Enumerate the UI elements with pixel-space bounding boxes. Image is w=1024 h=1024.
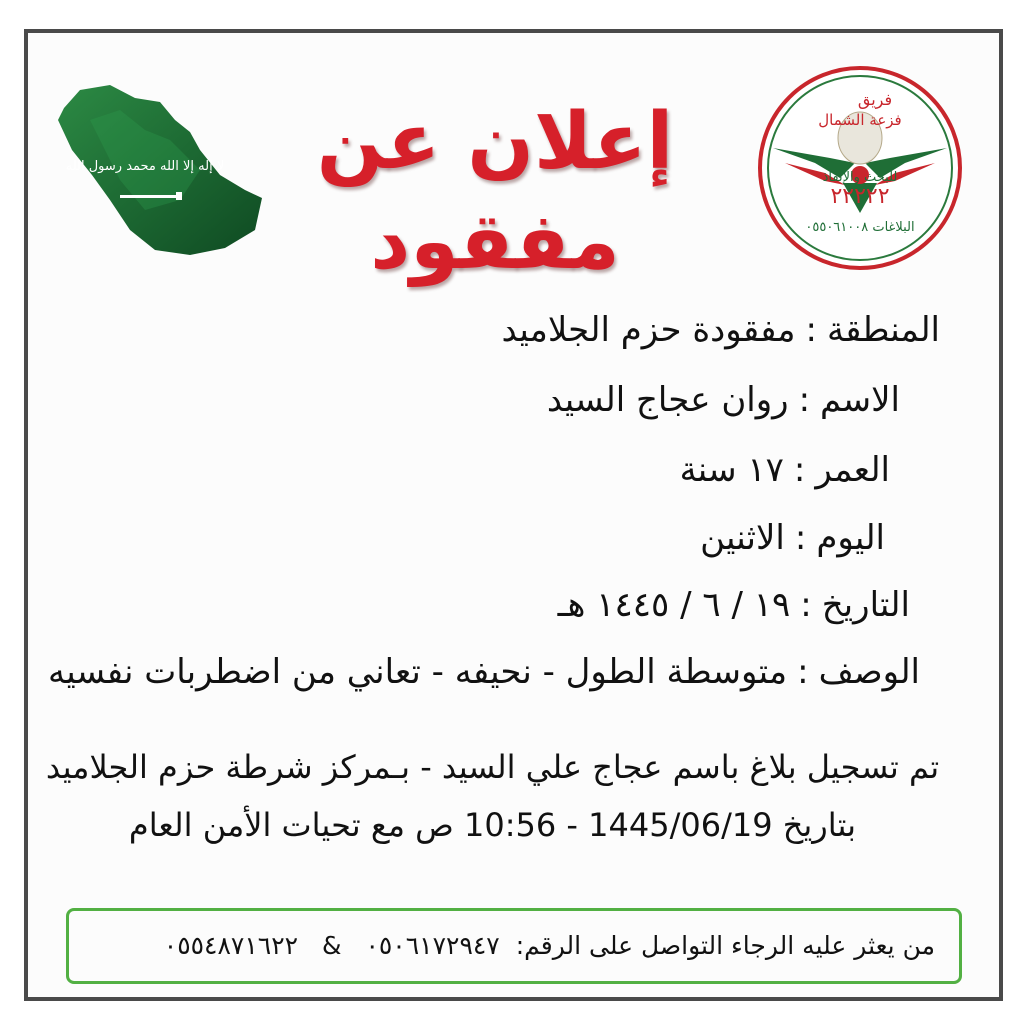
info-row-description <box>48 652 920 692</box>
logo-text-3: للبحث والإنقاذ <box>822 170 898 185</box>
notice-line-2: بتاريخ 1445/06/19 - 10:56 ص مع تحيات الأمن العام <box>128 806 857 844</box>
contact-and: & <box>322 931 342 960</box>
separator: : <box>805 310 817 350</box>
region-value: مفقودة حزم الجلاميد <box>501 310 796 350</box>
day-value: الاثنين <box>700 518 785 558</box>
separator: : <box>793 450 806 490</box>
info-row-name <box>547 380 900 420</box>
logo-text-2: فزعة الشمال <box>818 111 902 129</box>
age-value: ١٧ سنة <box>679 450 784 490</box>
separator: : <box>800 585 812 625</box>
contact-box <box>66 908 962 984</box>
contact-phone-2[interactable]: ٠٥٥٤٨٧١٦٢٢ <box>163 931 299 960</box>
date-label: التاريخ <box>821 585 910 625</box>
info-row-day <box>700 518 885 558</box>
info-row-date <box>558 585 910 625</box>
notice-line-1: تم تسجيل بلاغ باسم عجاج علي السيد - بـمركز شرطة حزم الجلاميد <box>45 748 940 786</box>
day-label: اليوم <box>816 518 885 558</box>
saudi-map-flag <box>50 80 265 260</box>
date-value: ١٩ / ٦ / ١٤٤٥ هـ <box>557 585 791 625</box>
saudi-map-icon <box>50 80 265 260</box>
name-value: روان عجاج السيد <box>546 380 789 420</box>
page-title: إعلان عن مفقود <box>316 97 674 287</box>
desc-label: الوصف <box>818 652 920 692</box>
separator: : <box>797 652 809 692</box>
team-logo <box>755 63 965 273</box>
flag-shahada-text: لا إله إلا الله محمد رسول الله <box>65 159 225 174</box>
info-row-age <box>680 450 890 490</box>
info-row-region <box>502 310 940 350</box>
report-notice <box>40 738 945 854</box>
eagle-emblem-icon <box>755 63 965 273</box>
separator: : <box>794 518 807 558</box>
contact-phone-1[interactable]: ٠٥٠٦١٧٢٩٤٧ <box>365 931 500 960</box>
logo-squiggle: ٢٢٢٢٢ <box>830 184 890 209</box>
region-label: المنطقة <box>826 310 940 350</box>
logo-text-1: فريق <box>857 90 893 109</box>
desc-value: متوسطة الطول - نحيفه - تعاني من اضطربات نفسيه <box>47 652 788 692</box>
contact-text: من يعثر عليه الرجاء التواصل على الرقم: <box>515 931 935 960</box>
name-label: الاسم <box>820 380 900 420</box>
age-label: العمر <box>815 450 890 490</box>
logo-text-4: البلاغات ٠٥٥٠٦١٠٠٨ <box>805 220 915 235</box>
separator: : <box>798 380 811 420</box>
